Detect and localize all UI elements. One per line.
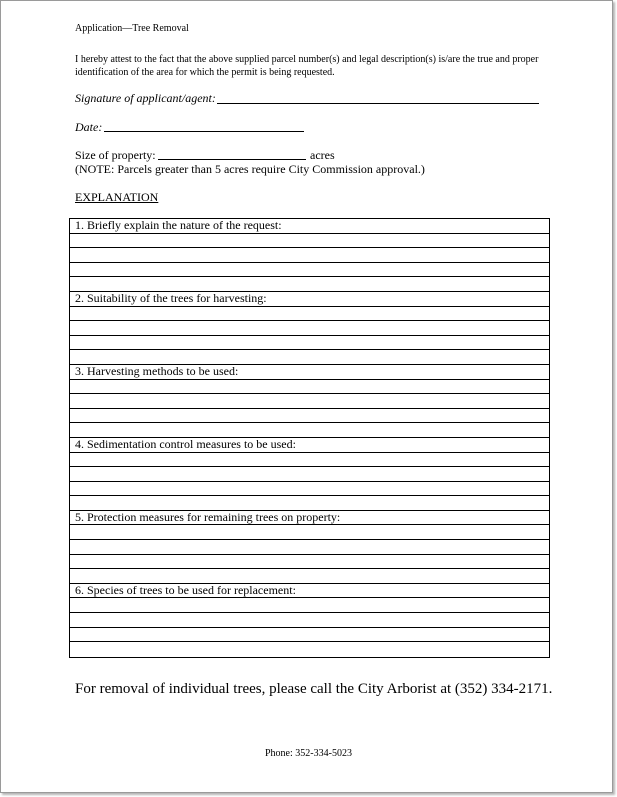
answer-line[interactable] [70, 380, 549, 395]
answer-line[interactable] [70, 540, 549, 555]
answer-line[interactable] [70, 234, 549, 249]
answer-line[interactable] [70, 496, 549, 511]
answer-line[interactable] [70, 482, 549, 497]
question-label: 3. Harvesting methods to be used: [75, 363, 239, 378]
property-size-unit: acres [310, 148, 335, 162]
answer-line[interactable] [70, 467, 549, 482]
answer-line[interactable] [70, 248, 549, 263]
document-title: Application—Tree Removal [75, 23, 189, 34]
answer-line[interactable] [70, 336, 549, 351]
signature-label: Signature of applicant/agent: [75, 91, 216, 105]
phone-footer: Phone: 352-334-5023 [265, 748, 352, 759]
question-label: 2. Suitability of the trees for harvesting: [75, 290, 267, 305]
answer-line[interactable] [70, 423, 549, 438]
answer-line[interactable] [70, 394, 549, 409]
answer-line[interactable] [70, 277, 549, 292]
answer-line[interactable] [70, 453, 549, 468]
question-label: 5. Protection measures for remaining trees on property: [75, 509, 341, 524]
answer-line[interactable] [70, 569, 549, 584]
property-size-note: (NOTE: Parcels greater than 5 acres require City Commission approval.) [75, 162, 425, 176]
attestation-text: I hereby attest to the fact that the above supplied parcel number(s) and legal description(s) is/are the true and proper identification of the area for which the permit is being requested. [75, 54, 539, 78]
answer-line[interactable] [70, 525, 549, 540]
question-label: 1. Briefly explain the nature of the request: [75, 218, 282, 232]
answer-line[interactable] [70, 307, 549, 322]
answer-line[interactable] [70, 642, 549, 657]
question-row [70, 511, 549, 526]
question-row [70, 292, 549, 307]
explanation-table [69, 218, 550, 658]
answer-line[interactable] [70, 598, 549, 613]
answer-line[interactable] [70, 628, 549, 643]
answer-line[interactable] [70, 263, 549, 278]
answer-line[interactable] [70, 409, 549, 424]
answer-line[interactable] [70, 555, 549, 570]
question-row [70, 584, 549, 599]
answer-line[interactable] [70, 613, 549, 628]
question-row [70, 438, 549, 453]
signature-field[interactable] [217, 103, 539, 104]
date-label: Date: [75, 120, 103, 134]
date-field[interactable] [104, 131, 304, 132]
question-label: 6. Species of trees to be used for replacement: [75, 582, 296, 597]
explanation-heading: EXPLANATION [75, 190, 159, 204]
question-row [70, 219, 549, 234]
property-size-field[interactable] [158, 159, 306, 160]
answer-line[interactable] [70, 350, 549, 365]
property-size-label: Size of property: [75, 148, 156, 162]
arborist-contact-note: For removal of individual trees, please call the City Arborist at (352) 334-2171. [75, 681, 553, 697]
question-label: 4. Sedimentation control measures to be used: [75, 436, 296, 451]
answer-line[interactable] [70, 321, 549, 336]
question-row [70, 365, 549, 380]
